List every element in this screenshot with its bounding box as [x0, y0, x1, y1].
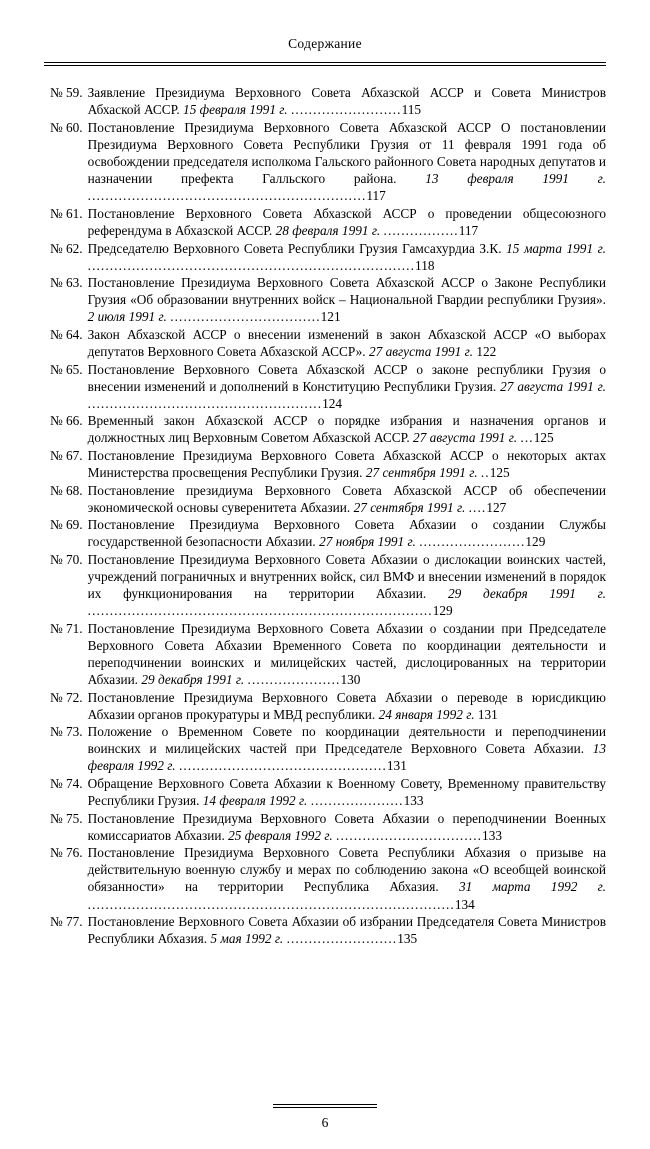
toc-entry-number: № 70.	[50, 552, 83, 567]
toc-entry-page: 133	[482, 827, 502, 843]
toc-entry-number: № 72.	[50, 689, 83, 705]
toc-entry[interactable]	[50, 775, 606, 809]
leader-dots: .........................	[286, 931, 398, 947]
toc-entry-date: 27 августа 1991 г.	[368, 344, 473, 360]
toc-entry[interactable]	[50, 274, 606, 325]
toc-entry-title: Постановление Президиума Верховного Совета Абхазии о дислокации воинских частей, учреждений пограничных и внутренних войск, сил ВМФ и внесении изменений в порядок их функционирования на территории Абхазии.	[87, 552, 606, 602]
toc-entry-page: 121	[320, 309, 341, 325]
toc-entry-number: № 76.	[50, 845, 83, 861]
leader-dots: .....................	[310, 793, 404, 809]
toc-entry-title: Председателю Верховного Совета Республики Грузия Гамсахурдиа З.К.	[87, 240, 502, 256]
toc-entry[interactable]	[50, 689, 606, 723]
footer-rule	[273, 1104, 377, 1108]
toc-entry-title: Постановление Президиума Верховного Совета Абхазской АССР о некоторых актах Министерства просвещения Республики Грузия.	[87, 448, 606, 481]
toc-entry-page: 124	[322, 395, 343, 411]
toc-entry-title: Постановление Президиума Верховного Совета Абхазии о создании Службы государственной безопасности Абхазии.	[87, 517, 606, 550]
toc-entry-number: № 71.	[50, 620, 83, 636]
toc-entry-body	[88, 844, 606, 912]
toc-entry-date: 31 марта 1992 г.	[458, 879, 606, 895]
toc-entry-date: 15 марта 1991 г.	[506, 240, 606, 256]
toc-entry-body	[88, 412, 606, 446]
toc-entry-number: № 62.	[50, 240, 83, 256]
toc-entry[interactable]	[50, 516, 606, 550]
toc-entry-title: Постановление Верховного Совета Абхазии об избрании Председателя Совета Министров Республики Абхазия.	[87, 914, 606, 947]
toc-entry-page: 135	[397, 931, 418, 947]
toc-entry-page: 131	[386, 758, 407, 774]
toc-entry-page: 115	[401, 102, 422, 118]
toc-entry-title: Постановление Президиума Верховного Совета Республики Абхазия о призыве на действительную военную службу и мерах по соблюдению закона «О всеобщей воинской обязанности» на территории Республика Абхазия.	[87, 845, 606, 895]
toc-entry-body	[88, 689, 606, 723]
toc-entry-date: 27 сентября 1991 г.	[365, 465, 478, 481]
toc-entry-title: Постановление Президиума Верховного Совета Абхазии о переподчинении Военных комиссариатов Абхазии.	[87, 810, 606, 843]
toc-entry-date: 28 февраля 1991 г.	[275, 223, 381, 239]
toc-entry-date: 15 февраля 1991 г.	[183, 102, 288, 118]
toc-entry[interactable]	[50, 913, 606, 947]
toc-entry-date: 2 июля 1991 г.	[87, 309, 167, 325]
toc-entry-page: 129	[525, 534, 546, 550]
toc-entry-date: 14 февраля 1992 г.	[202, 793, 308, 809]
toc-entry-body	[88, 482, 606, 516]
table-of-contents	[44, 84, 606, 947]
toc-entry-body	[88, 447, 606, 481]
toc-entry-body	[88, 723, 606, 774]
toc-entry-date: 27 ноября 1991 г.	[319, 534, 416, 550]
toc-entry-date: 13 февраля 1992 г.	[87, 741, 606, 774]
toc-entry[interactable]	[50, 810, 606, 844]
toc-entry-number: № 75.	[50, 810, 83, 826]
leader-dots: ........................	[419, 534, 526, 550]
toc-entry[interactable]	[50, 240, 606, 274]
toc-entry[interactable]	[50, 551, 606, 619]
toc-entry-number: № 64.	[50, 326, 83, 342]
toc-entry-body	[88, 775, 606, 809]
toc-entry-page: 125	[489, 465, 510, 481]
toc-entry-page: 118	[415, 257, 435, 273]
running-head: Содержание	[288, 36, 362, 51]
toc-entry-title: Временный закон Абхазской АССР о порядке избрания и назначения органов и должностных лиц Верховным Советом Абхазской АССР.	[87, 413, 606, 446]
toc-entry-number: № 61.	[50, 205, 83, 221]
toc-entry[interactable]	[50, 844, 606, 912]
toc-entry-title: Обращение Верховного Совета Абхазии к Военному Совету, Временному правительству Республики Грузия.	[87, 776, 606, 809]
toc-entry[interactable]	[50, 361, 606, 412]
toc-entry-page: 117	[458, 223, 479, 239]
page-number: 6	[321, 1115, 329, 1130]
toc-entry-date: 5 мая 1992 г.	[210, 931, 284, 947]
toc-entry-title: Закон Абхазской АССР о внесении изменений в закон Абхазской АССР «О выборах депутатов Верховного Совета Абхазской АССР».	[87, 326, 606, 360]
toc-entry-number: № 66.	[50, 413, 83, 429]
toc-entry-date: 27 августа 1991 г.	[413, 430, 518, 446]
toc-entry-number: № 73.	[50, 724, 83, 740]
toc-entry-body	[88, 274, 606, 325]
toc-entry-title: Постановление Верховного Совета Абхазской АССР о законе республики Грузия о внесении изменений и дополнений в Конституцию Республики Грузия.	[87, 361, 606, 394]
leader-dots: .........................	[290, 102, 402, 118]
toc-entry-number: № 77.	[50, 914, 83, 930]
toc-entry-page: 133	[403, 793, 424, 809]
leader-dots: ...................................................................................	[87, 896, 455, 912]
leader-dots: ..............................................................................	[87, 603, 433, 619]
leader-dots: ..................................	[170, 309, 321, 325]
toc-entry[interactable]	[50, 412, 606, 446]
toc-entry-title: Постановление Президиума Верховного Совета Абхазской АССР о Законе Республики Грузия «Об образовании внутренних войск – Национальной Гвардии республики Грузия».	[87, 275, 606, 308]
toc-entry-body	[88, 810, 606, 844]
toc-entry-body	[88, 326, 606, 360]
toc-entry-body	[88, 84, 606, 118]
toc-entry[interactable]	[50, 620, 606, 688]
leader-dots: .................	[383, 223, 459, 239]
toc-entry-date: 13 февраля 1991 г.	[425, 171, 607, 187]
page-footer	[0, 1104, 650, 1131]
toc-entry-body	[88, 516, 606, 550]
leader-dots: .....................................................	[87, 395, 323, 411]
leader-dots: ...	[520, 430, 534, 446]
toc-entry-body	[88, 119, 606, 204]
toc-entry-page: 127	[486, 499, 507, 515]
toc-entry-title: Постановление президиума Верховного Совета Абхазской АССР об обеспечении экономической основы суверенитета Абхазии.	[87, 482, 606, 515]
toc-entry[interactable]	[50, 482, 606, 516]
toc-entry-title: Положение о Временном Совете по координации деятельности и переподчинении воинских и милицейских частей при Председателе Верховного Совета Абхазии.	[87, 724, 606, 757]
toc-entry-page: 134	[454, 896, 475, 912]
leader-dots: ...............................................................	[87, 188, 367, 204]
toc-entry-date: 29 декабря 1991 г.	[447, 586, 606, 602]
toc-entry-number: № 68.	[50, 482, 83, 498]
toc-entry-body	[88, 620, 606, 688]
toc-entry-body	[88, 551, 606, 619]
leader-dots: ..	[480, 465, 490, 481]
toc-entry-number: № 74.	[50, 776, 83, 792]
leader-dots: .....................	[247, 672, 341, 688]
toc-entry-number: № 67.	[50, 448, 83, 464]
toc-entry-body	[88, 361, 606, 412]
toc-entry-page: 117	[366, 188, 386, 204]
header-rule	[44, 62, 606, 66]
leader-dots: ...............................................	[178, 758, 387, 774]
toc-entry-page: 129	[432, 603, 453, 619]
toc-entry-date: 25 февраля 1992 г.	[228, 827, 333, 843]
toc-entry-title: Постановление Президиума Верховного Совета Абхазии о переводе в юрисдикцию Абхазии органов прокуратуры и МВД республики.	[87, 689, 606, 722]
toc-entry-date: 27 августа 1991 г.	[500, 378, 606, 394]
toc-entry-date: 29 декабря 1991 г.	[141, 672, 245, 688]
toc-entry-date: 24 января 1992 г.	[378, 706, 475, 722]
toc-entry-number: № 59.	[50, 85, 83, 101]
toc-entry-number: № 65.	[50, 361, 83, 377]
toc-entry[interactable]	[50, 205, 606, 239]
toc-entry-title: Заявление Президиума Верховного Совета Абхазской АССР и Совета Министров Абхаской АССР.	[87, 85, 606, 118]
toc-entry-number: № 60.	[50, 120, 83, 136]
toc-entry-body	[88, 205, 606, 239]
leader-dots: ..........................................................................	[87, 257, 416, 273]
toc-entry-number: № 69.	[50, 517, 83, 533]
toc-entry-number: № 63.	[50, 275, 83, 291]
leader-dots: .................................	[336, 827, 483, 843]
toc-entry-page: 130	[340, 672, 361, 688]
toc-entry-page: 125	[533, 430, 554, 446]
toc-entry-page: 122	[476, 344, 497, 360]
toc-entry-title: Постановление Президиума Верховного Совета Абхазской АССР О постановлении Президиума Верховного Совета Республики Грузия от 11 февраля 1991 года об освобождении председателя исполкома Гальского районного Совета народных депутатов и назначении префекта Галльского района.	[87, 120, 606, 187]
toc-entry-body	[88, 240, 606, 274]
toc-entry[interactable]	[50, 723, 606, 774]
toc-entry-date: 27 сентября 1991 г.	[353, 499, 466, 515]
toc-entry-title: Постановление Президиума Верховного Совета Абхазии о создании при Председателе Верховного Совета Абхазии Временного Совета по координации деятельности и переподчинении воинских и милицейских частей, дислоцированных на территории Абхазии.	[87, 620, 606, 688]
toc-entry-page: 131	[477, 706, 498, 722]
leader-dots: ....	[468, 499, 487, 515]
toc-entry-body	[88, 913, 606, 947]
toc-entry-title: Постановление Верховного Совета Абхазской АССР о проведении общесоюзного референдума в Абхазской АССР.	[87, 205, 606, 239]
toc-entry[interactable]	[50, 447, 606, 481]
toc-entry[interactable]	[50, 326, 606, 360]
toc-entry[interactable]	[50, 84, 606, 118]
toc-entry[interactable]	[50, 119, 606, 204]
